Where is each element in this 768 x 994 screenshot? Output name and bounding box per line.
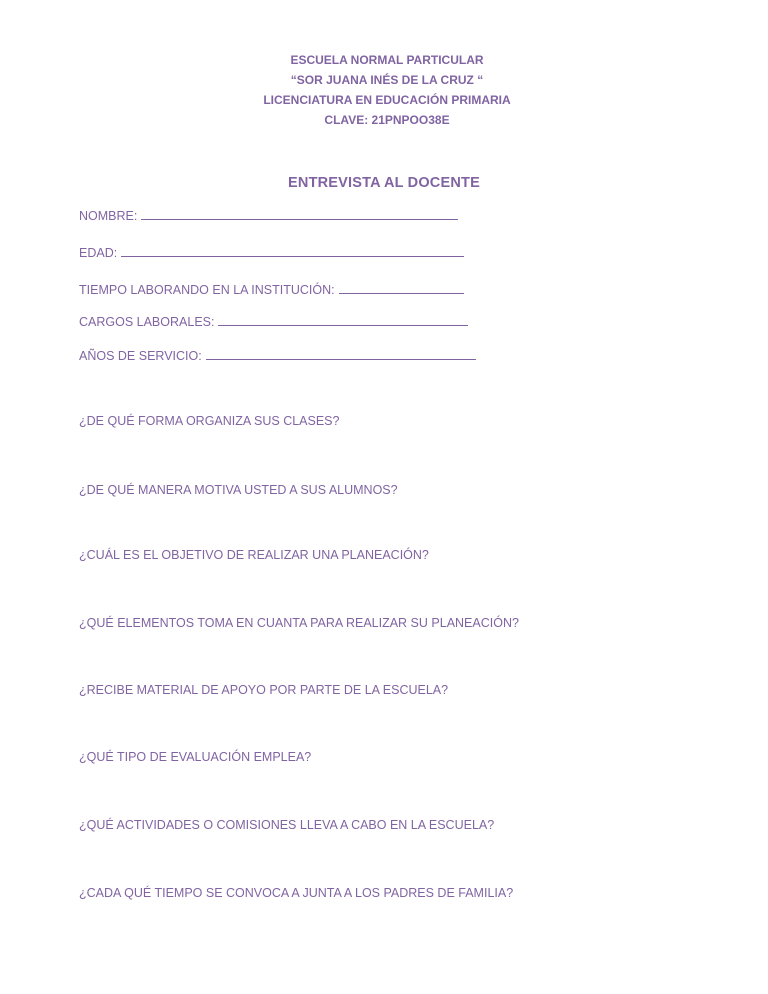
blank-line[interactable] [218,314,468,326]
field-tiempo-laborando [79,282,464,297]
blank-line[interactable] [206,348,476,360]
program-name: LICENCIATURA EN EDUCACIÓN PRIMARIA [263,93,511,107]
question-item: ¿QUÉ ELEMENTOS TOMA EN CUANTA PARA REALIZAR SU PLANEACIÓN? [79,616,519,630]
school-name: ESCUELA NORMAL PARTICULAR [290,53,484,67]
question-item: ¿QUÉ TIPO DE EVALUACIÓN EMPLEA? [79,750,312,764]
question-item: ¿DE QUÉ MANERA MOTIVA USTED A SUS ALUMNOS? [79,483,398,497]
question-item: ¿CUÁL ES EL OBJETIVO DE REALIZAR UNA PLANEACIÓN? [79,548,429,562]
document-header [0,50,768,130]
field-label: CARGOS LABORALES: [79,315,215,329]
question-item: ¿RECIBE MATERIAL DE APOYO POR PARTE DE LA ESCUELA? [79,683,449,697]
question-item: ¿QUÉ ACTIVIDADES O COMISIONES LLEVA A CABO EN LA ESCUELA? [79,818,495,832]
question-item: ¿CADA QUÉ TIEMPO SE CONVOCA A JUNTA A LOS PADRES DE FAMILIA? [79,886,514,900]
school-code: CLAVE: 21PNPOO38E [324,113,450,127]
field-label: EDAD: [79,246,118,260]
field-cargos-laborales [79,314,468,329]
question-item: ¿DE QUÉ FORMA ORGANIZA SUS CLASES? [79,414,340,428]
field-label: TIEMPO LABORANDO EN LA INSTITUCIÓN: [79,283,335,297]
blank-line[interactable] [141,208,458,220]
field-label: NOMBRE: [79,209,138,223]
field-label: AÑOS DE SERVICIO: [79,349,202,363]
blank-line[interactable] [121,245,464,257]
field-nombre [79,208,458,223]
field-anos-servicio [79,348,476,363]
document-title: ENTREVISTA AL DOCENTE [288,175,480,191]
blank-line[interactable] [339,282,464,294]
field-edad [79,245,464,260]
school-patron: “SOR JUANA INÉS DE LA CRUZ “ [290,73,484,87]
